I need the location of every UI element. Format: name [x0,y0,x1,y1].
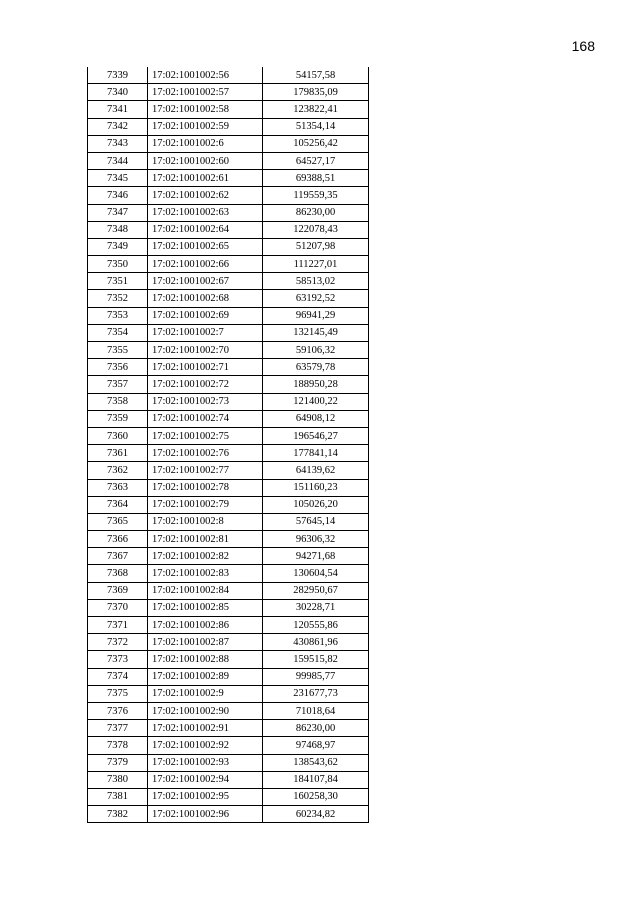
cadastral-number-cell: 17:02:1001002:85 [148,599,263,616]
table-row [88,634,369,651]
row-number-cell: 7342 [88,118,148,135]
row-number-cell: 7357 [88,376,148,393]
table-row [88,582,369,599]
table-row [88,531,369,548]
table-row [88,101,369,118]
cadastral-number-cell: 17:02:1001002:89 [148,668,263,685]
row-number-cell: 7370 [88,599,148,616]
table-row [88,307,369,324]
cadastral-number-cell: 17:02:1001002:83 [148,565,263,582]
table-row [88,513,369,530]
table-row [88,324,369,341]
cadastral-number-cell: 17:02:1001002:96 [148,806,263,823]
cadastral-number-cell: 17:02:1001002:86 [148,617,263,634]
row-number-cell: 7368 [88,565,148,582]
row-number-cell: 7379 [88,754,148,771]
row-number-cell: 7348 [88,221,148,238]
cadastral-number-cell: 17:02:1001002:66 [148,256,263,273]
cadastral-number-cell: 17:02:1001002:88 [148,651,263,668]
table-row [88,720,369,737]
row-number-cell: 7374 [88,668,148,685]
cadastral-number-cell: 17:02:1001002:87 [148,634,263,651]
row-number-cell: 7359 [88,410,148,427]
table-row [88,754,369,771]
table-row [88,135,369,152]
table-row [88,393,369,410]
cadastral-number-cell: 17:02:1001002:73 [148,393,263,410]
cadastral-value-cell: 64527,17 [263,152,369,169]
row-number-cell: 7363 [88,479,148,496]
cadastral-value-cell: 111227,01 [263,256,369,273]
row-number-cell: 7382 [88,806,148,823]
cadastral-value-cell: 30228,71 [263,599,369,616]
cadastral-number-cell: 17:02:1001002:92 [148,737,263,754]
cadastral-number-cell: 17:02:1001002:77 [148,462,263,479]
cadastral-value-cell: 159515,82 [263,651,369,668]
table-row [88,651,369,668]
cadastral-number-cell: 17:02:1001002:93 [148,754,263,771]
cadastral-value-cell: 59106,32 [263,342,369,359]
cadastral-value-cell: 160258,30 [263,788,369,805]
cadastral-value-cell: 64908,12 [263,410,369,427]
cadastral-value-cell: 132145,49 [263,324,369,341]
cadastral-value-cell: 231677,73 [263,685,369,702]
cadastral-value-cell: 177841,14 [263,445,369,462]
cadastral-value-cell: 57645,14 [263,513,369,530]
row-number-cell: 7365 [88,513,148,530]
cadastral-value-cell: 51354,14 [263,118,369,135]
table-row [88,170,369,187]
table-row [88,410,369,427]
cadastral-number-cell: 17:02:1001002:81 [148,531,263,548]
table-row [88,599,369,616]
cadastral-number-cell: 17:02:1001002:90 [148,702,263,719]
row-number-cell: 7362 [88,462,148,479]
row-number-cell: 7361 [88,445,148,462]
row-number-cell: 7345 [88,170,148,187]
table-row [88,84,369,101]
cadastral-value-cell: 97468,97 [263,737,369,754]
cadastral-number-cell: 17:02:1001002:68 [148,290,263,307]
cadastral-number-cell: 17:02:1001002:58 [148,101,263,118]
row-number-cell: 7364 [88,496,148,513]
cadastral-value-cell: 86230,00 [263,720,369,737]
cadastral-value-cell: 63192,52 [263,290,369,307]
cadastral-number-cell: 17:02:1001002:69 [148,307,263,324]
page-number: 168 [571,38,595,54]
cadastral-value-cell: 58513,02 [263,273,369,290]
table-row [88,67,369,84]
row-number-cell: 7355 [88,342,148,359]
cadastral-value-cell: 188950,28 [263,376,369,393]
cadastral-number-cell: 17:02:1001002:78 [148,479,263,496]
cadastral-number-cell: 17:02:1001002:72 [148,376,263,393]
row-number-cell: 7341 [88,101,148,118]
row-number-cell: 7378 [88,737,148,754]
row-number-cell: 7352 [88,290,148,307]
row-number-cell: 7344 [88,152,148,169]
row-number-cell: 7366 [88,531,148,548]
cadastral-number-cell: 17:02:1001002:94 [148,771,263,788]
table-row [88,788,369,805]
row-number-cell: 7354 [88,324,148,341]
row-number-cell: 7373 [88,651,148,668]
cadastral-value-cell: 64139,62 [263,462,369,479]
row-number-cell: 7360 [88,427,148,444]
cadastral-value-cell: 196546,27 [263,427,369,444]
cadastral-value-cell: 96941,29 [263,307,369,324]
cadastral-number-cell: 17:02:1001002:6 [148,135,263,152]
table-row [88,427,369,444]
table-row [88,152,369,169]
row-number-cell: 7350 [88,256,148,273]
cadastral-number-cell: 17:02:1001002:57 [148,84,263,101]
cadastral-value-cell: 96306,32 [263,531,369,548]
row-number-cell: 7376 [88,702,148,719]
cadastral-number-cell: 17:02:1001002:56 [148,67,263,84]
table-row [88,290,369,307]
cadastral-number-cell: 17:02:1001002:95 [148,788,263,805]
table-row [88,668,369,685]
row-number-cell: 7356 [88,359,148,376]
cadastral-number-cell: 17:02:1001002:75 [148,427,263,444]
table-row [88,462,369,479]
table-row [88,685,369,702]
row-number-cell: 7367 [88,548,148,565]
cadastral-number-cell: 17:02:1001002:7 [148,324,263,341]
cadastral-number-cell: 17:02:1001002:64 [148,221,263,238]
cadastral-value-cell: 105026,20 [263,496,369,513]
cadastral-value-cell: 123822,41 [263,101,369,118]
table-row [88,702,369,719]
cadastral-number-cell: 17:02:1001002:8 [148,513,263,530]
row-number-cell: 7339 [88,67,148,84]
row-number-cell: 7347 [88,204,148,221]
cadastral-value-cell: 94271,68 [263,548,369,565]
cadastral-number-cell: 17:02:1001002:67 [148,273,263,290]
table-row [88,256,369,273]
cadastral-value-cell: 179835,09 [263,84,369,101]
table-row [88,479,369,496]
table-row [88,445,369,462]
cadastral-value-cell: 60234,82 [263,806,369,823]
cadastral-number-cell: 17:02:1001002:82 [148,548,263,565]
cadastral-value-cell: 130604,54 [263,565,369,582]
cadastral-number-cell: 17:02:1001002:62 [148,187,263,204]
row-number-cell: 7351 [88,273,148,290]
cadastral-value-cell: 120555,86 [263,617,369,634]
table-row [88,771,369,788]
cadastral-number-cell: 17:02:1001002:65 [148,238,263,255]
cadastral-number-cell: 17:02:1001002:71 [148,359,263,376]
table-row [88,565,369,582]
cadastral-value-cell: 138543,62 [263,754,369,771]
cadastral-value-cell: 105256,42 [263,135,369,152]
table-row [88,376,369,393]
table-row [88,273,369,290]
table-row [88,342,369,359]
row-number-cell: 7353 [88,307,148,324]
table-row [88,238,369,255]
cadastral-number-cell: 17:02:1001002:76 [148,445,263,462]
cadastral-number-cell: 17:02:1001002:60 [148,152,263,169]
cadastral-number-cell: 17:02:1001002:61 [148,170,263,187]
row-number-cell: 7372 [88,634,148,651]
cadastral-value-cell: 430861,96 [263,634,369,651]
row-number-cell: 7346 [88,187,148,204]
cadastral-value-cell: 151160,23 [263,479,369,496]
cadastral-number-cell: 17:02:1001002:74 [148,410,263,427]
row-number-cell: 7380 [88,771,148,788]
row-number-cell: 7340 [88,84,148,101]
cadastral-value-cell: 69388,51 [263,170,369,187]
table-row [88,617,369,634]
cadastral-value-cell: 63579,78 [263,359,369,376]
cadastral-value-cell: 51207,98 [263,238,369,255]
table-row [88,548,369,565]
row-number-cell: 7369 [88,582,148,599]
row-number-cell: 7358 [88,393,148,410]
table-body [88,67,369,823]
cadastral-value-cell: 282950,67 [263,582,369,599]
cadastral-value-cell: 122078,43 [263,221,369,238]
cadastral-value-cell: 54157,58 [263,67,369,84]
row-number-cell: 7349 [88,238,148,255]
cadastral-value-cell: 99985,77 [263,668,369,685]
cadastral-value-cell: 86230,00 [263,204,369,221]
cadastral-number-cell: 17:02:1001002:70 [148,342,263,359]
cadastral-number-cell: 17:02:1001002:59 [148,118,263,135]
row-number-cell: 7381 [88,788,148,805]
cadastral-number-cell: 17:02:1001002:79 [148,496,263,513]
cadastral-value-cell: 119559,35 [263,187,369,204]
row-number-cell: 7377 [88,720,148,737]
table-row [88,204,369,221]
row-number-cell: 7343 [88,135,148,152]
cadastral-number-cell: 17:02:1001002:91 [148,720,263,737]
row-number-cell: 7375 [88,685,148,702]
table-row [88,187,369,204]
cadastral-number-cell: 17:02:1001002:63 [148,204,263,221]
cadastral-value-cell: 71018,64 [263,702,369,719]
table-row [88,737,369,754]
cadastral-value-cell: 184107,84 [263,771,369,788]
table-row [88,118,369,135]
table-row [88,496,369,513]
table-row [88,221,369,238]
row-number-cell: 7371 [88,617,148,634]
cadastral-value-table [87,67,369,823]
table-row [88,359,369,376]
cadastral-value-cell: 121400,22 [263,393,369,410]
cadastral-number-cell: 17:02:1001002:84 [148,582,263,599]
table-row [88,806,369,823]
cadastral-number-cell: 17:02:1001002:9 [148,685,263,702]
